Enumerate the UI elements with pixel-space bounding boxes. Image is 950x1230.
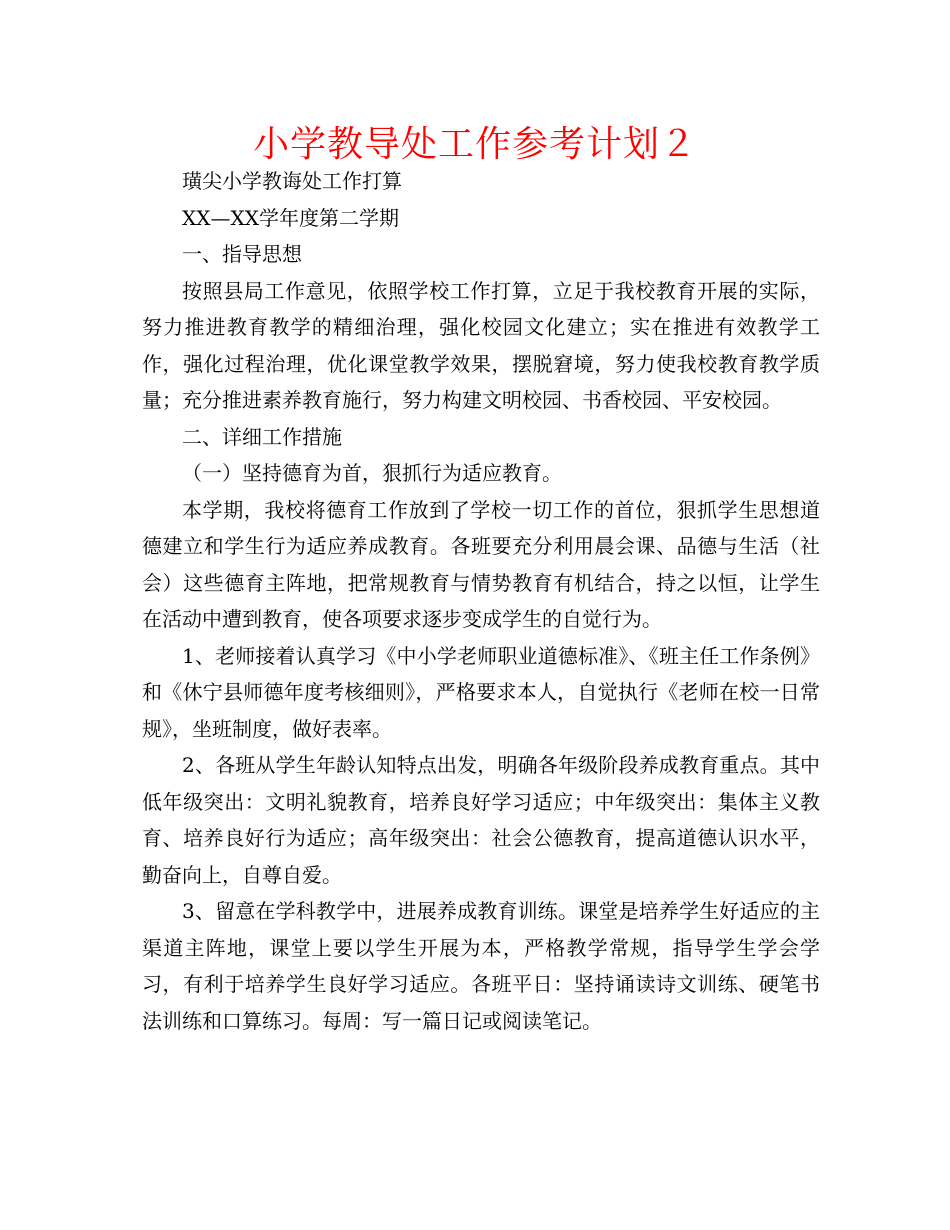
subsection-heading-moral-education: （一）坚持德育为首，狠抓行为适应教育。 bbox=[182, 461, 562, 485]
document-title: 小学教导处工作参考计划２ bbox=[252, 124, 697, 165]
section-heading-guiding-ideology: 一、指导思想 bbox=[182, 242, 302, 266]
list-item: 3、留意在学科教学中，进展养成教育训练。课堂是培养学生好适应的主渠道主阵地，课堂上要以学生开展为本，严格教学常规，指导学生学会学习，有利于培养学生良好学习适应。各班平日：坚持诵读诗文训练、硬笔书法训练和口算练习。每周：写一篇日记或阅读笔记。 bbox=[142, 899, 820, 1033]
school-plan-heading: 璜尖小学教诲处工作打算 bbox=[182, 169, 402, 193]
section-heading-measures: 二、详细工作措施 bbox=[182, 424, 342, 449]
list-item: 1、老师接着认真学习《中小学老师职业道德标准》、《班主任工作条例》和《休宁县师德年度考核细则》，严格要求本人，自觉执行《老师在校一日常规》，坐班制度，做好表率。 bbox=[142, 643, 820, 741]
document-body bbox=[142, 163, 820, 1039]
body-paragraph: 按照县局工作意见，依照学校工作打算，立足于我校教育开展的实际，努力推进教育教学的精细治理，强化校园文化建立；实在推进有效教学工作，强化过程治理，优化课堂教学效果，摆脱窘境，努力使我校教育教学质量；充分推进素养教育施行，努力构建文明校园、书香校园、平安校园。 bbox=[142, 278, 820, 412]
list-item: 2、各班从学生年龄认知特点出发，明确各年级阶段养成教育重点。其中低年级突出：文明礼貌教育，培养良好学习适应；中年级突出：集体主义教育、培养良好行为适应；高年级突出：社会公德教育，提高道德认识水平，勤奋向上，自尊自爱。 bbox=[142, 753, 820, 887]
body-paragraph: 本学期，我校将德育工作放到了学校一切工作的首位，狠抓学生思想道德建立和学生行为适应养成教育。各班要充分利用晨会课、品德与生活（社会）这些德育主阵地，把常规教育与情势教育有机结合，持之以恒，让学生在活动中遭到教育，使各项要求逐步变成学生的自觉行为。 bbox=[142, 497, 820, 631]
semester-line: XX—XX学年度第二学期 bbox=[182, 205, 399, 230]
